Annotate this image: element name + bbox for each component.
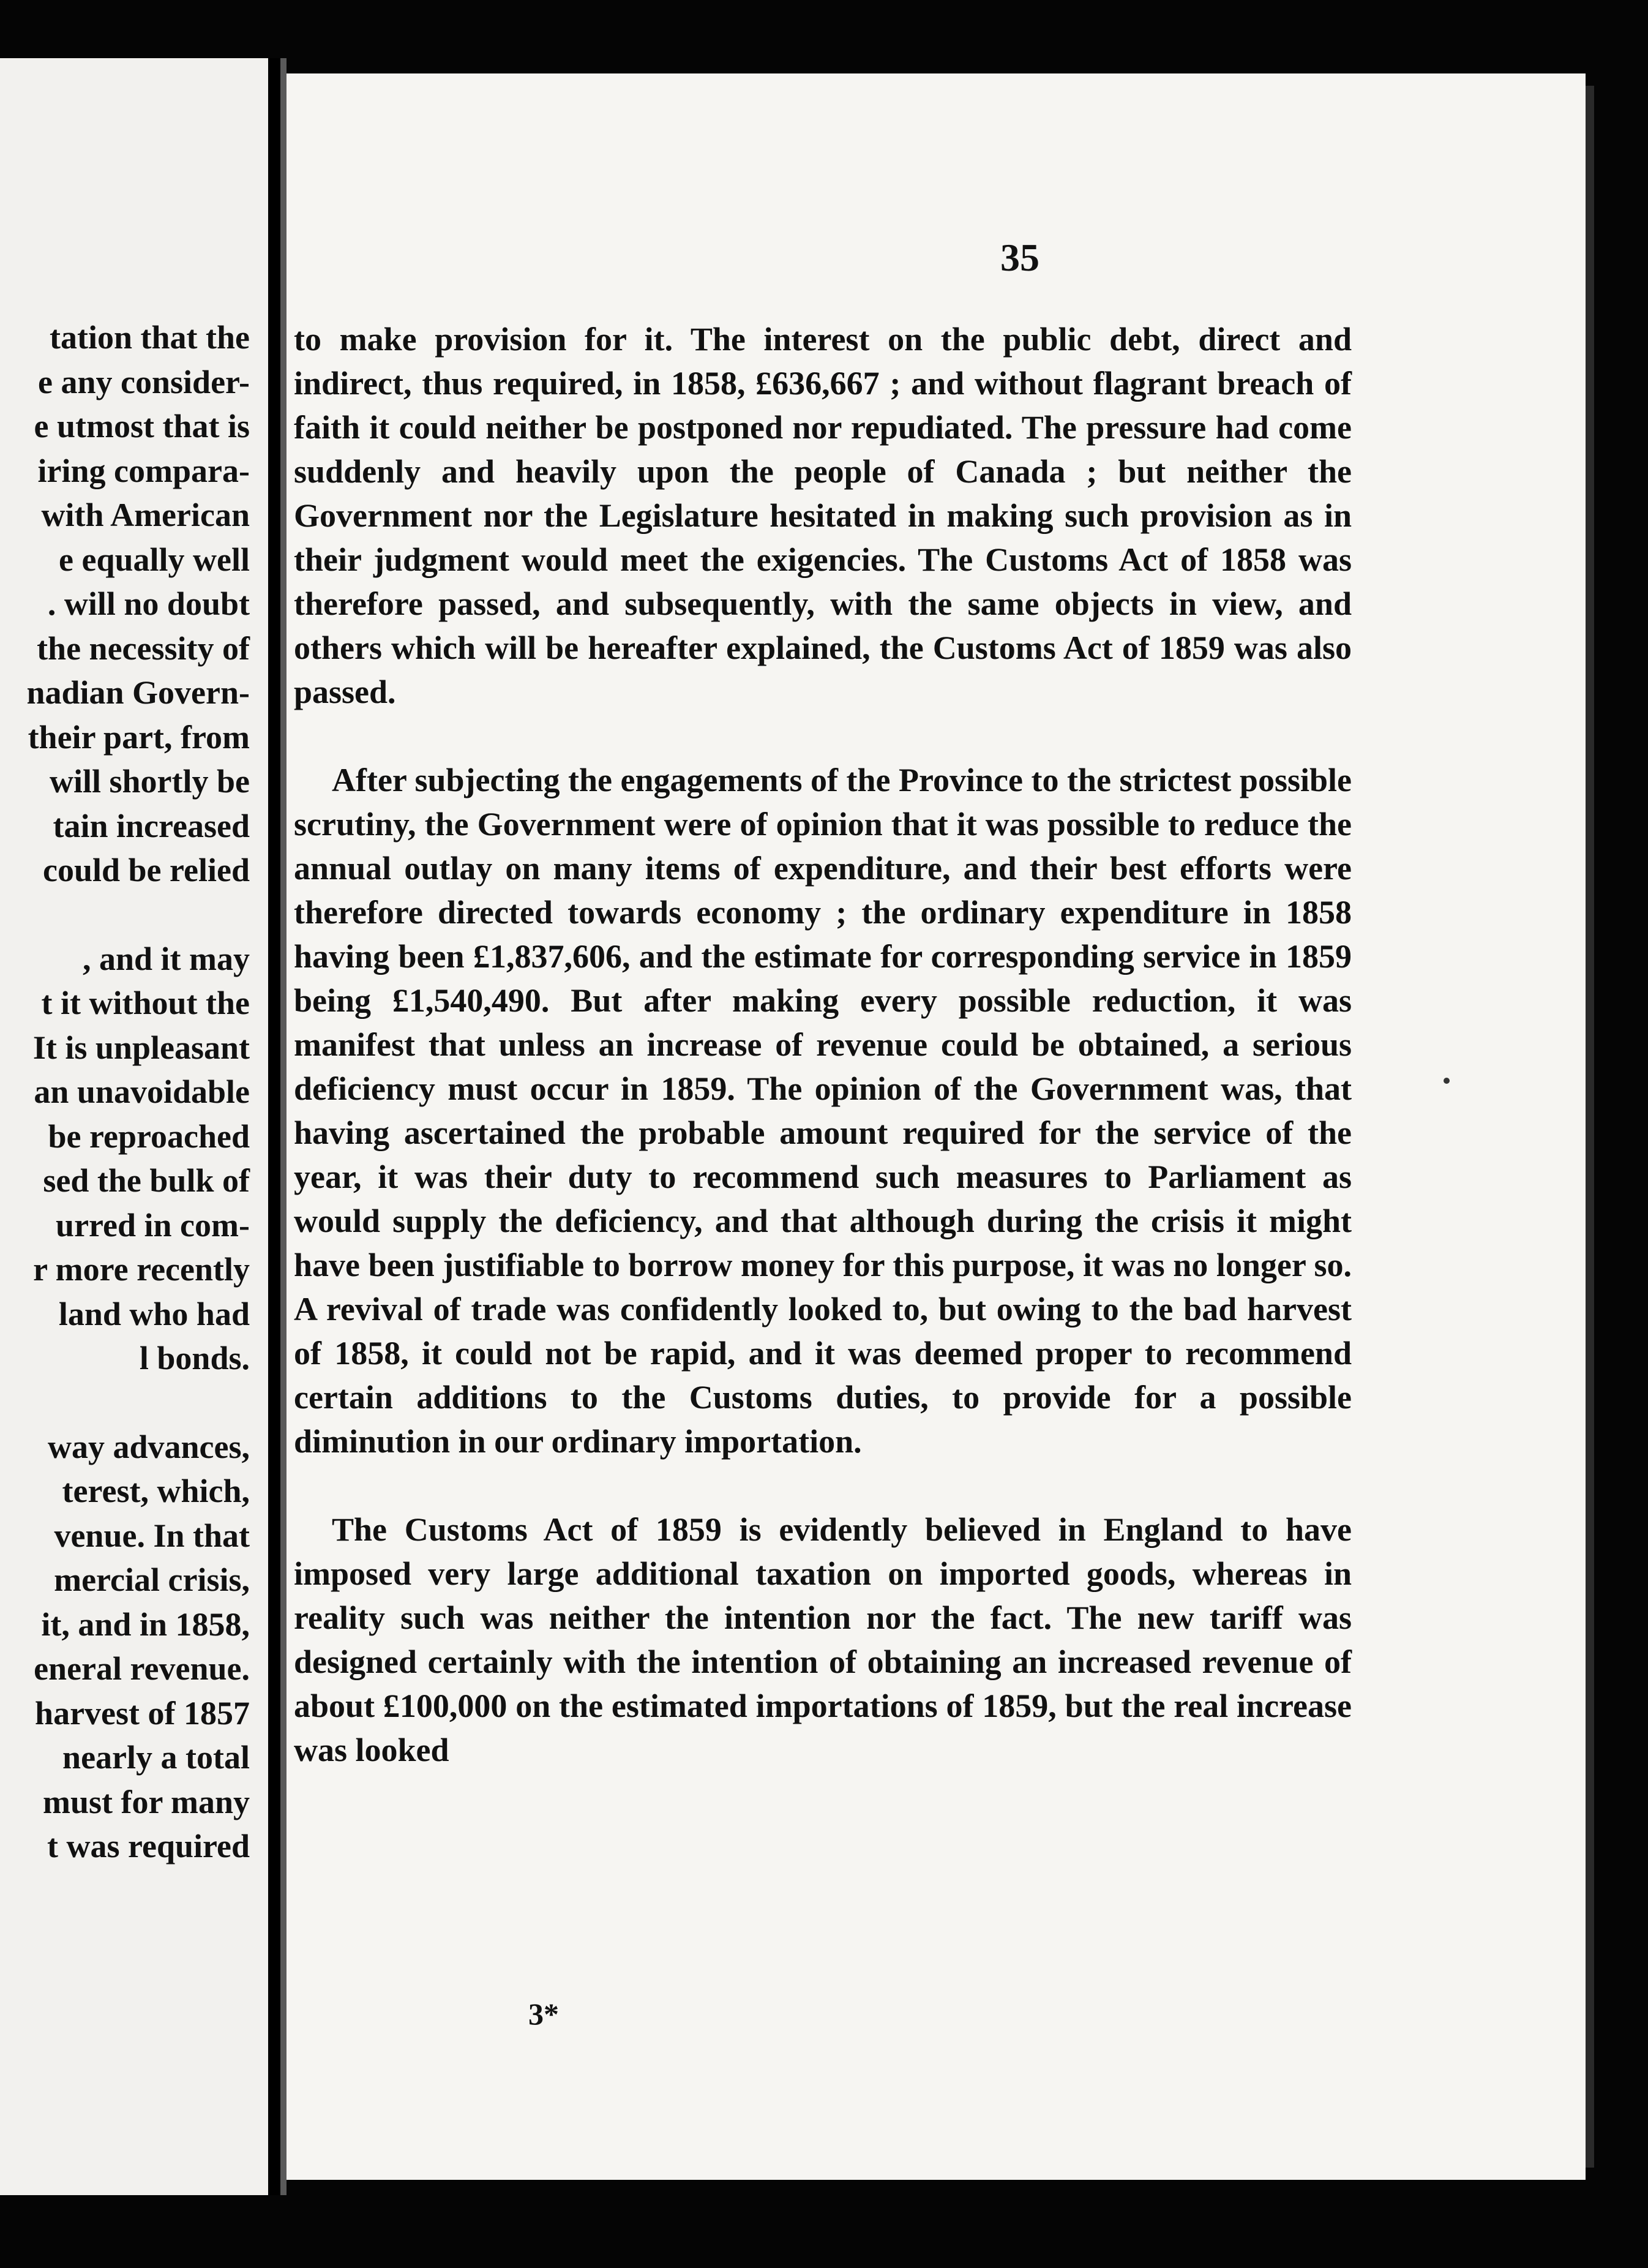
left-page-line: tain increased xyxy=(53,807,250,844)
left-page-line: iring compara- xyxy=(37,452,250,489)
left-page-line: e any consider- xyxy=(38,363,250,400)
left-page-line: r more recently xyxy=(33,1251,250,1288)
left-facing-page xyxy=(0,58,268,2195)
left-page-line: nearly a total xyxy=(62,1739,250,1776)
left-page-line: harvest of 1857 xyxy=(35,1694,250,1732)
left-page-line: e equally well xyxy=(59,541,250,578)
left-page-line: an unavoidable xyxy=(34,1073,250,1110)
left-page-line: eneral revenue. xyxy=(34,1650,250,1687)
left-page-line: way advances, xyxy=(47,1428,250,1465)
page-number-container xyxy=(287,235,1586,280)
page-edge xyxy=(1586,86,1594,2168)
signature-mark: 3* xyxy=(528,1997,559,2031)
left-page-line: venue. In that xyxy=(54,1517,250,1554)
paragraph-3: The Customs Act of 1859 is evidently believed in England to have imposed very large additional taxation on imported goods, whereas in reality such was neither the intention nor the fact. The new tariff was designed certainly with the intention of obtaining an increased revenue of about £100,000 on the estimated importations of 1859, but the real increase was looked xyxy=(294,1511,1352,1768)
left-page-text xyxy=(0,315,250,1869)
left-page-line: urred in com- xyxy=(56,1206,250,1244)
ink-speck xyxy=(1444,1078,1450,1084)
left-page-line: the necessity of xyxy=(37,629,250,667)
left-page-line: . will no doubt xyxy=(47,585,250,622)
left-page-line: with American xyxy=(41,497,250,533)
left-page-line: their part, from xyxy=(28,718,250,756)
left-page-line: mercial crisis, xyxy=(54,1561,250,1598)
left-page-line: t was required xyxy=(47,1828,250,1864)
left-page-gap xyxy=(0,1381,250,1425)
left-page-line: nadian Govern- xyxy=(26,674,250,711)
paragraph-1: to make provision for it. The interest on the public debt, direct and indirect, thus required, in 1858, £636,667 ; and without flagrant breach of faith it could neither be postponed nor repudiated. The pressure had come suddenly and heavily upon the people of Canada ; but neither the Government nor the Legislature hesitated in making such provision as in their judgment would meet the exigencies. The Customs Act of 1858 was therefore passed, and subsequently, with the same objects in view, and others which will be hereafter explained, the Customs Act of 1859 was also passed. xyxy=(294,321,1352,710)
left-page-line: will shortly be xyxy=(49,763,250,800)
book-gutter xyxy=(268,58,280,2195)
left-page-line: e utmost that is xyxy=(34,408,250,445)
left-page-line: it, and in 1858, xyxy=(41,1605,250,1643)
left-page-line: sed the bulk of xyxy=(43,1162,250,1199)
left-page-gap xyxy=(0,893,250,937)
left-page-line: , and it may xyxy=(82,940,250,977)
left-page-line: t it without the xyxy=(41,985,250,1021)
page-number: 35 xyxy=(1000,236,1039,279)
paragraph-2: After subjecting the engagements of the Province to the strictest possible scrutiny, the Government were of opinion that it was possible to reduce the annual outlay on many items of expenditure, and their best efforts were therefore directed towards economy ; the ordinary expenditure in 1858 having been £1,837,606, and the estimate for corresponding service in 1859 being £1,540,490. But after making every possible reduction, it was manifest that unless an increase of revenue could be obtained, a serious deficiency must occur in 1859. The opinion of the Government was, that having ascertained the probable amount required for the service of the year, it was their duty to recommend such measures to Parliament as would supply the deficiency, and that although during the crisis it might have been justifiable to borrow money for this purpose, it was no longer so. A revival of trade was confidently looked to, but owing to the bad harvest of 1858, it could not be rapid, and it was deemed proper to recommend certain additions to the Customs duties, to provide for a possible diminution in our ordinary importation. xyxy=(294,762,1352,1460)
page-body xyxy=(294,317,1352,1772)
gutter-shadow xyxy=(280,58,287,2195)
left-page-line: terest, which, xyxy=(62,1473,250,1509)
left-page-line: could be relied xyxy=(42,852,250,888)
left-page-line: l bonds. xyxy=(139,1340,250,1376)
left-page-line: must for many xyxy=(42,1783,250,1820)
left-page-line: tation that the xyxy=(50,319,250,356)
right-page xyxy=(287,73,1586,2180)
left-page-line: It is unpleasant xyxy=(32,1029,250,1066)
left-page-line: land who had xyxy=(58,1295,250,1332)
left-page-line: be reproached xyxy=(48,1117,250,1155)
